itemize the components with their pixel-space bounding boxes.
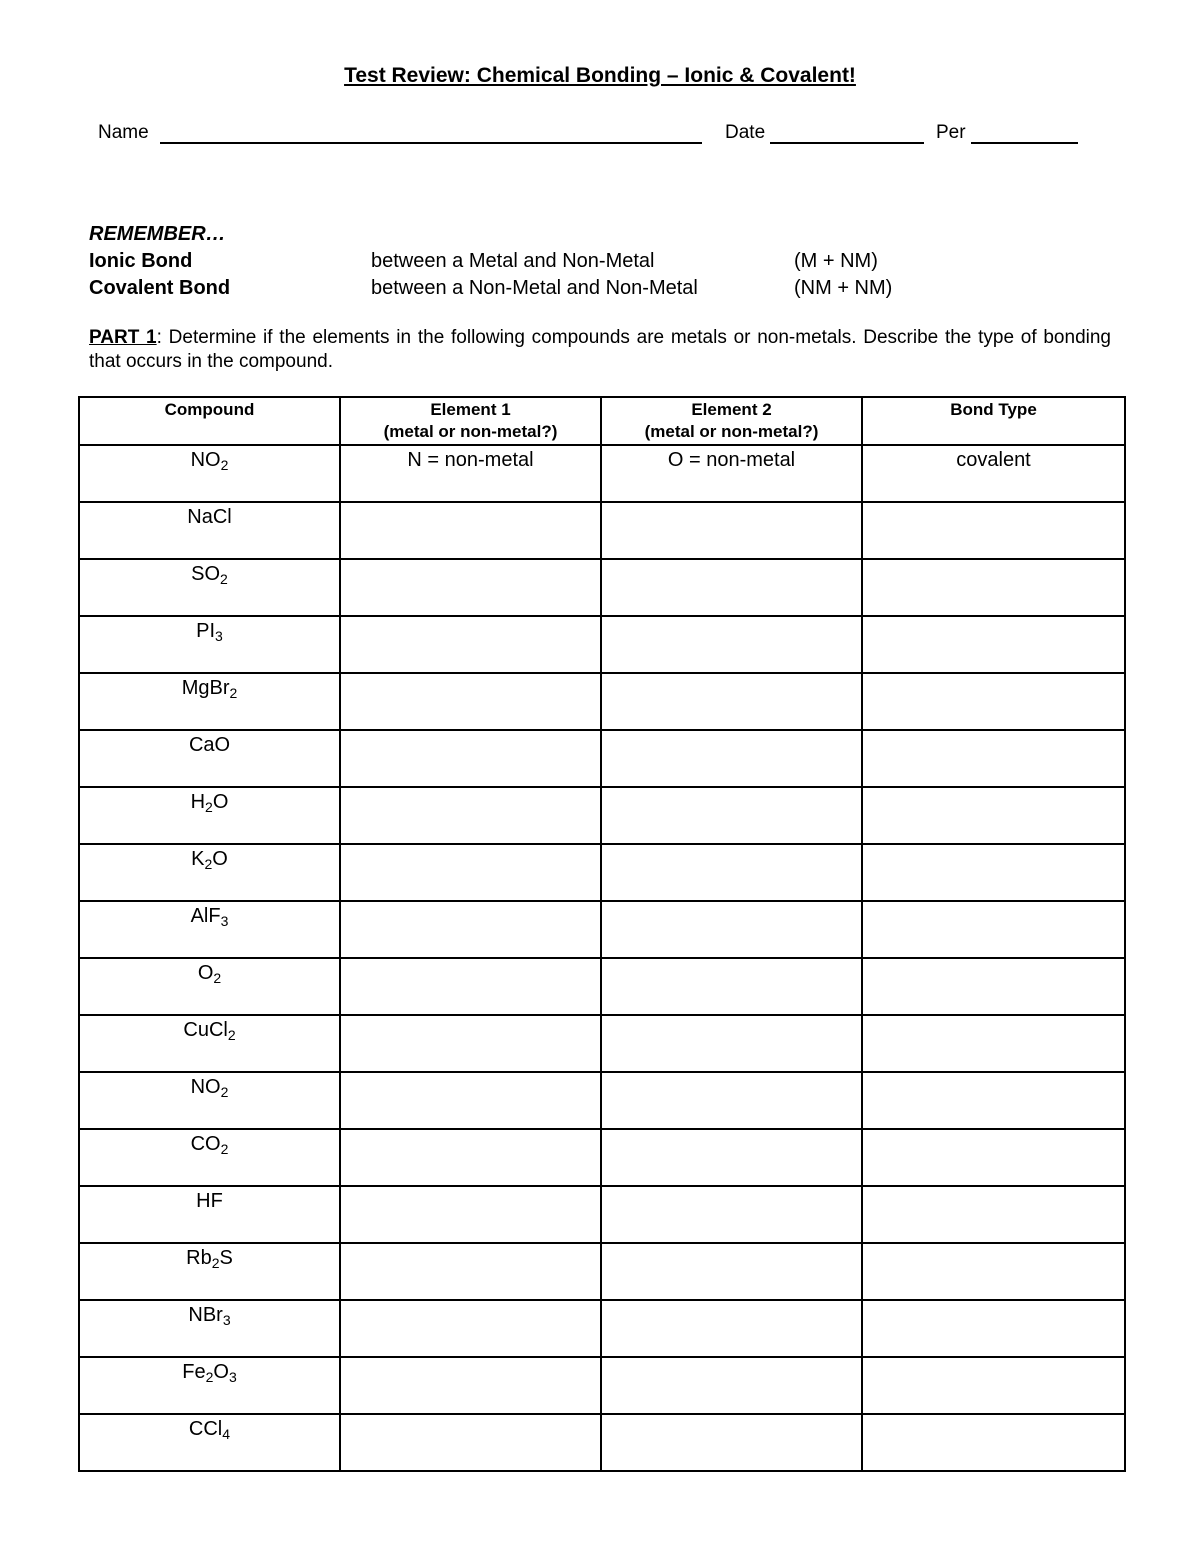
ionic-bond-definition — [89, 250, 1129, 276]
element-1-cell[interactable] — [340, 787, 601, 844]
compound-cell — [79, 502, 340, 559]
formula-subscript: 2 — [205, 1369, 214, 1385]
formula-subscript: 2 — [227, 1027, 236, 1043]
table-header-row — [79, 397, 1125, 445]
formula-subscript: 2 — [211, 1255, 220, 1271]
bond-type-cell[interactable] — [862, 1072, 1125, 1129]
table-row — [79, 958, 1125, 1015]
formula-symbol: O — [212, 791, 229, 813]
element-2-cell[interactable] — [601, 1243, 862, 1300]
element-1-cell[interactable] — [340, 958, 601, 1015]
definition-term: Covalent Bond — [89, 277, 231, 299]
bond-type-cell[interactable] — [862, 1300, 1125, 1357]
formula-symbol: NaCl — [187, 506, 232, 528]
element-1-cell[interactable] — [340, 1300, 601, 1357]
formula-subscript: 3 — [228, 1369, 237, 1385]
table-row — [79, 559, 1125, 616]
name-blank[interactable] — [160, 142, 702, 144]
compound-cell — [79, 958, 340, 1015]
header-compound: Compound — [79, 397, 340, 445]
definition-description: between a Non-Metal and Non-Metal — [371, 277, 698, 299]
formula-subscript: 2 — [229, 685, 238, 701]
period-label: Per — [936, 122, 966, 143]
element-2-cell[interactable] — [601, 787, 862, 844]
formula-symbol: K — [191, 848, 205, 870]
compound-cell — [79, 1357, 340, 1414]
table-row — [79, 901, 1125, 958]
part1-instructions — [89, 326, 1111, 374]
element-1-cell[interactable] — [340, 901, 601, 958]
definition-description: between a Metal and Non-Metal — [371, 250, 655, 272]
formula-symbol: CCl — [188, 1418, 223, 1440]
covalent-bond-definition — [89, 277, 1129, 303]
table-row — [79, 1072, 1125, 1129]
bond-type-cell[interactable] — [862, 1129, 1125, 1186]
formula-symbol: AlF — [190, 905, 221, 927]
element-2-cell[interactable] — [601, 1015, 862, 1072]
element-1-cell[interactable] — [340, 1357, 601, 1414]
header-element-1: Element 1 (metal or non-metal?) — [340, 397, 601, 445]
element-2-cell[interactable] — [601, 844, 862, 901]
formula-subscript: 2 — [220, 457, 229, 473]
formula-subscript: 3 — [215, 628, 223, 644]
formula-symbol: NO — [190, 449, 221, 471]
compound-cell — [79, 616, 340, 673]
worksheet-title: Test Review: Chemical Bonding – Ionic & Covalent! — [344, 64, 856, 87]
table-row — [79, 1129, 1125, 1186]
element-2-cell[interactable] — [601, 1072, 862, 1129]
formula-symbol: SO — [191, 563, 221, 585]
bond-type-cell[interactable] — [862, 1186, 1125, 1243]
date-blank[interactable] — [770, 142, 924, 144]
element-2-cell[interactable]: O = non-metal — [601, 445, 862, 502]
bonding-table — [78, 396, 1126, 1472]
table-row — [79, 844, 1125, 901]
formula-subscript: 2 — [220, 1084, 229, 1100]
bond-type-cell[interactable] — [862, 1357, 1125, 1414]
element-2-cell[interactable] — [601, 1414, 862, 1471]
element-2-cell[interactable] — [601, 1129, 862, 1186]
formula-subscript: 3 — [220, 913, 229, 929]
table-row — [79, 502, 1125, 559]
formula-symbol: S — [219, 1247, 233, 1269]
compound-cell — [79, 844, 340, 901]
bond-type-cell[interactable] — [862, 901, 1125, 958]
element-2-cell[interactable] — [601, 1300, 862, 1357]
bond-type-cell[interactable] — [862, 673, 1125, 730]
formula-subscript: 2 — [213, 970, 222, 986]
compound-cell — [79, 1414, 340, 1471]
compound-cell — [79, 1243, 340, 1300]
header-element-2: Element 2 (metal or non-metal?) — [601, 397, 862, 445]
definition-term: Ionic Bond — [89, 250, 193, 272]
formula-subscript: 3 — [222, 1312, 231, 1328]
definition-abbreviation: (M + NM) — [794, 250, 878, 272]
formula-symbol: O — [212, 848, 228, 870]
element-2-cell[interactable] — [601, 559, 862, 616]
formula-subscript: 2 — [205, 799, 213, 815]
formula-symbol: NBr — [188, 1304, 223, 1326]
formula-symbol: O — [197, 962, 214, 984]
formula-symbol: Rb — [186, 1247, 212, 1269]
table-row — [79, 1186, 1125, 1243]
compound-cell — [79, 445, 340, 502]
element-2-cell[interactable] — [601, 958, 862, 1015]
compound-cell — [79, 1072, 340, 1129]
table-row — [79, 730, 1125, 787]
compound-cell — [79, 1186, 340, 1243]
element-2-cell[interactable] — [601, 901, 862, 958]
table-row — [79, 616, 1125, 673]
formula-symbol: CO — [190, 1133, 221, 1155]
formula-symbol: O — [213, 1361, 229, 1383]
formula-symbol: Fe — [182, 1361, 206, 1383]
element-1-cell[interactable] — [340, 1243, 601, 1300]
bond-type-cell[interactable] — [862, 1243, 1125, 1300]
element-1-cell[interactable] — [340, 1072, 601, 1129]
formula-symbol: HF — [196, 1190, 223, 1212]
bond-type-cell[interactable]: covalent — [862, 445, 1125, 502]
bond-type-cell[interactable] — [862, 844, 1125, 901]
formula-subscript: 2 — [204, 856, 213, 872]
element-1-cell[interactable] — [340, 730, 601, 787]
student-info-row — [98, 122, 1083, 148]
part1-text: : Determine if the elements in the following compounds are metals or non-metals. Describe the type of bonding that occurs in the compound. — [89, 327, 1111, 372]
table-row — [79, 1015, 1125, 1072]
element-1-cell[interactable] — [340, 1129, 601, 1186]
bond-type-cell[interactable] — [862, 559, 1125, 616]
element-2-cell[interactable] — [601, 502, 862, 559]
element-1-cell[interactable] — [340, 1015, 601, 1072]
compound-cell — [79, 730, 340, 787]
bond-type-cell[interactable] — [862, 958, 1125, 1015]
element-1-cell[interactable] — [340, 844, 601, 901]
table-row — [79, 1357, 1125, 1414]
period-blank[interactable] — [971, 142, 1078, 144]
element-1-cell[interactable]: N = non-metal — [340, 445, 601, 502]
definition-abbreviation: (NM + NM) — [794, 277, 893, 299]
compound-cell — [79, 1300, 340, 1357]
bond-type-cell[interactable] — [862, 1015, 1125, 1072]
element-2-cell[interactable] — [601, 616, 862, 673]
element-2-cell[interactable] — [601, 1186, 862, 1243]
table-row — [79, 787, 1125, 844]
table-row — [79, 445, 1125, 502]
compound-cell — [79, 559, 340, 616]
compound-cell — [79, 1129, 340, 1186]
formula-symbol: H — [190, 791, 206, 813]
element-1-cell[interactable] — [340, 1414, 601, 1471]
element-1-cell[interactable] — [340, 559, 601, 616]
bond-type-cell[interactable] — [862, 502, 1125, 559]
compound-cell — [79, 901, 340, 958]
formula-symbol: PI — [196, 620, 216, 642]
element-1-cell[interactable] — [340, 673, 601, 730]
bond-type-cell[interactable] — [862, 787, 1125, 844]
name-label: Name — [98, 122, 149, 143]
element-2-cell[interactable] — [601, 730, 862, 787]
part1-label: PART 1 — [89, 327, 157, 348]
formula-symbol: CaO — [188, 734, 231, 756]
compound-cell — [79, 787, 340, 844]
formula-subscript: 2 — [220, 571, 228, 587]
element-2-cell[interactable] — [601, 1357, 862, 1414]
table-row — [79, 1414, 1125, 1471]
element-2-cell[interactable] — [601, 673, 862, 730]
compound-cell — [79, 1015, 340, 1072]
element-1-cell[interactable] — [340, 616, 601, 673]
bond-type-cell[interactable] — [862, 730, 1125, 787]
formula-symbol: NO — [190, 1076, 221, 1098]
element-1-cell[interactable] — [340, 502, 601, 559]
table-body — [79, 445, 1125, 1471]
date-label: Date — [725, 122, 766, 143]
formula-subscript: 2 — [220, 1141, 229, 1157]
bond-type-cell[interactable] — [862, 616, 1125, 673]
bond-type-cell[interactable] — [862, 1414, 1125, 1471]
element-1-cell[interactable] — [340, 1186, 601, 1243]
formula-symbol: CuCl — [183, 1019, 228, 1041]
header-bond-type: Bond Type — [862, 397, 1125, 445]
table-row — [79, 673, 1125, 730]
table-row — [79, 1243, 1125, 1300]
compound-cell — [79, 673, 340, 730]
formula-subscript: 4 — [222, 1426, 231, 1442]
table-row — [79, 1300, 1125, 1357]
remember-heading: REMEMBER… — [89, 223, 226, 245]
formula-symbol: MgBr — [181, 677, 230, 699]
